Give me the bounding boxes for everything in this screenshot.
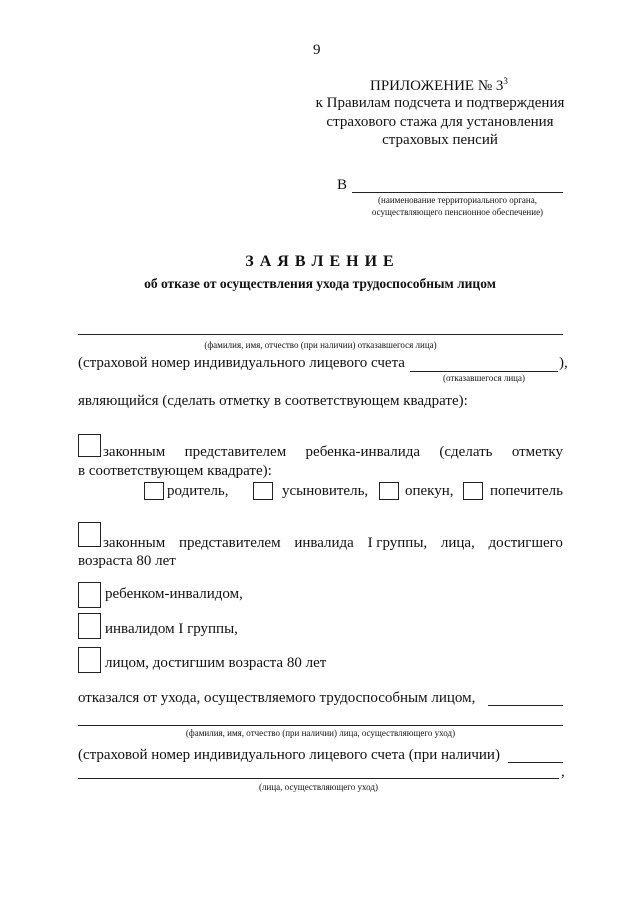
recipient-prefix: В [337, 177, 348, 193]
recipient-caption-1: (наименование территориального органа, [378, 195, 537, 205]
word: представителем [178, 535, 281, 551]
word: (сделать [439, 444, 493, 460]
refuser-snils-field[interactable] [410, 371, 558, 372]
caregiver-snils-text: (страховой номер индивидуального лицевого счета (при наличии) [78, 747, 500, 763]
checkbox-legal-rep-child[interactable] [78, 434, 101, 457]
caregiver-snils-caption: (лица, осуществляющего уход) [259, 782, 378, 792]
appendix-line-1: к Правилам подсчета и подтверждения [315, 95, 565, 111]
label-parent: родитель, [167, 483, 229, 499]
appendix-title-text: ПРИЛОЖЕНИЕ № 3 [370, 78, 504, 94]
checkbox-legal-rep-disabled[interactable] [78, 522, 101, 547]
document-subtitle: об отказе от осуществления ухода трудоспособным лицом [144, 276, 496, 291]
appendix-title [370, 76, 508, 95]
word: I группы, [367, 535, 428, 551]
checkbox-disabled-group1[interactable] [78, 613, 101, 639]
refuser-name-caption: (фамилия, имя, отчество (при наличии) отказавшегося лица) [204, 340, 437, 350]
option-legal-rep-disabled-line1 [103, 535, 563, 552]
checkbox-parent[interactable] [144, 482, 164, 500]
checkbox-trustee[interactable] [463, 482, 483, 500]
option-legal-rep-child-line2: в соответствующем квадрате): [78, 463, 272, 479]
word: инвалида [294, 535, 354, 551]
caregiver-name-caption: (фамилия, имя, отчество (при наличии) лица, осуществляющего уход) [185, 728, 456, 738]
word: законным [103, 444, 166, 460]
word: достигшего [488, 535, 563, 551]
document-title: З А Я В Л Е Н И Е [245, 253, 395, 270]
caregiver-trailing-comma: , [561, 764, 565, 780]
option-legal-rep-child-line1 [103, 444, 563, 461]
caregiver-snils-field-1[interactable] [508, 762, 563, 763]
caregiver-snils-field-2[interactable] [78, 778, 559, 779]
being-text: являющийся (сделать отметку в соответствующем квадрате): [78, 393, 468, 409]
word: отметку [511, 444, 563, 460]
word: ребенка-инвалида [305, 444, 421, 460]
refuser-snils-caption: (отказавшегося лица) [443, 373, 525, 383]
refuser-snils-prefix: (страховой номер индивидуального лицевого счета [78, 355, 405, 371]
checkbox-age80[interactable] [78, 647, 101, 673]
checkbox-child-disabled[interactable] [78, 582, 101, 608]
label-disabled-group1: инвалидом I группы, [105, 621, 238, 637]
checkbox-adopter[interactable] [253, 482, 273, 500]
label-trustee: попечитель [490, 483, 563, 499]
caregiver-name-field[interactable] [78, 725, 563, 726]
refuser-name-field[interactable] [78, 334, 563, 335]
word: законным [103, 535, 166, 551]
word: представителем [184, 444, 287, 460]
word: лица, [440, 535, 475, 551]
refused-care-text: отказался от ухода, осуществляемого трудоспособным лицом, [78, 690, 476, 706]
label-age80: лицом, достигшим возраста 80 лет [105, 655, 327, 671]
label-guardian: опекун, [405, 483, 454, 499]
recipient-caption-2: осуществляющего пенсионное обеспечение) [371, 207, 544, 217]
appendix-title-sup: 3 [503, 76, 508, 86]
page-number: 9 [313, 42, 321, 58]
option-legal-rep-disabled-line2: возраста 80 лет [78, 553, 176, 569]
checkbox-guardian[interactable] [379, 482, 399, 500]
refuser-snils-suffix: ), [559, 355, 568, 371]
recipient-field[interactable] [352, 192, 563, 193]
label-adopter: усыновитель, [282, 483, 369, 499]
label-child-disabled: ребенком-инвалидом, [105, 586, 243, 602]
appendix-line-2: страхового стажа для установления [326, 114, 554, 130]
appendix-line-3: страховых пенсий [382, 132, 498, 148]
refused-care-field[interactable] [488, 705, 563, 706]
